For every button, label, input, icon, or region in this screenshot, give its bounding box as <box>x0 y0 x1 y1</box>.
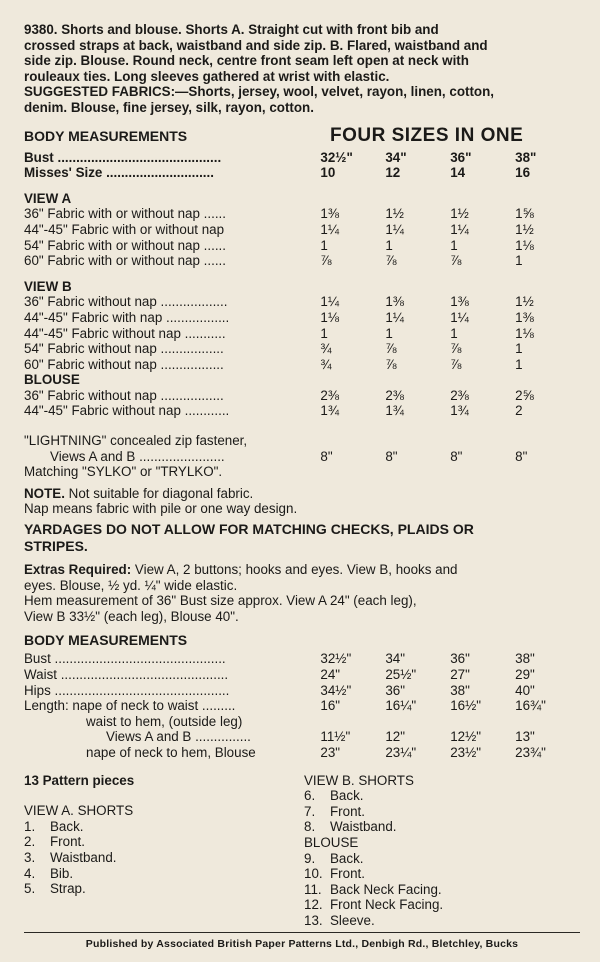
list-item: 8. Waistband. <box>304 819 397 835</box>
view-a-table <box>24 206 580 268</box>
yardage-warning: YARDAGES DO NOT ALLOW FOR MATCHING CHECKS, PLAIDS OR STRIPES. <box>24 521 474 555</box>
list-item: 4. Bib. <box>24 865 74 881</box>
body-measurements-table <box>24 651 580 760</box>
blouse-pieces-heading: BLOUSE <box>304 834 359 850</box>
publisher-footer: Published by Associated British Paper Patterns Ltd., Denbigh Rd., Bletchley, Bucks <box>85 938 519 950</box>
fabric-row: 54" Fabric with or without nap ...... 1 1 1 1⅛ <box>24 237 534 253</box>
size-chart-header <box>24 124 580 150</box>
pattern-pieces-count: 13 Pattern pieces <box>24 772 135 788</box>
blouse-table <box>24 388 580 419</box>
view-a-shorts-heading: VIEW A. SHORTS <box>24 803 134 819</box>
note-block: NOTE. Not suitable for diagonal fabric. Nap means fabric with pile or one way design. <box>24 485 298 517</box>
list-item: 6. Back. <box>304 788 364 804</box>
measurement-row: nape of neck to hem, Blouse 23" 23¼" 23½" 23¾" <box>86 744 546 760</box>
pattern-envelope-back <box>24 22 580 929</box>
measurement-row: Waist ............................................. 24" 25½" 27" 29" <box>24 667 535 682</box>
measurement-row: Hips ............................................... 34½" 36" 38" 40" <box>24 682 535 698</box>
description-line: rouleaux ties. Long sleeves gathered at wrist with elastic. <box>24 68 390 84</box>
pattern-pieces <box>24 773 580 929</box>
list-item: 1. Back. <box>24 818 84 834</box>
zip-row: Views A and B ....................... 8" 8" 8" 8" <box>50 448 528 464</box>
fabric-row: 44"-45" Fabric with or without nap 1¼ 1¼ 1¼ 1½ <box>24 221 534 237</box>
fabric-row: 54" Fabric without nap ................. ¾ ⅞ ⅞ 1 <box>24 341 523 357</box>
list-item: 10. Front. <box>304 866 365 882</box>
suggested-fabrics-line: SUGGESTED FABRICS:—Shorts, jersey, wool, velvet, rayon, linen, cotton, <box>24 84 494 100</box>
list-item: 2. Front. <box>24 834 85 850</box>
pattern-description <box>24 22 580 116</box>
blouse-heading: BLOUSE <box>24 372 80 388</box>
list-item: 13. Sleeve. <box>304 912 375 928</box>
description-line: 9380. Shorts and blouse. Shorts A. Straight cut with front bib and <box>24 22 439 37</box>
fabric-row: 44"-45" Fabric with nap ................. 1⅛ 1¼ 1¼ 1⅜ <box>24 309 534 325</box>
view-a-heading: VIEW A <box>24 190 72 206</box>
list-item: 11. Back Neck Facing. <box>304 881 442 897</box>
body-measurements-title: BODY MEASUREMENTS <box>24 127 188 144</box>
view-b-heading: VIEW B <box>24 278 72 294</box>
list-item: 5. Strap. <box>24 881 86 897</box>
measurement-row: Views A and B ............... 11½" 12" 12½" 13" <box>106 729 535 745</box>
fabric-row: 44"-45" Fabric without nap ........... 1 1 1 1⅛ <box>24 325 534 341</box>
fabric-row: 44"-45" Fabric without nap ............ 1¾ 1¾ 1¾ 2 <box>24 403 523 419</box>
extras-required: Extras Required: View A, 2 buttons; hooks and eyes. View B, hooks and eyes. Blouse, ½ yd. ¼" wide elastic. Hem measurement of 36" Bust size approx. View A 24" (each leg), View B 33½" (each leg), Blouse 40". <box>24 562 458 624</box>
view-b-table <box>24 294 580 372</box>
list-item: 9. Back. <box>304 850 364 866</box>
misses-size-row: Misses' Size ............................. 10 12 14 16 <box>24 165 531 181</box>
list-item: 12. Front Neck Facing. <box>304 897 444 913</box>
measurement-subrow: waist to hem, (outside leg) <box>86 713 243 729</box>
zip-requirements: "LIGHTNING" concealed zip fastener, Views A and B ....................... 8" 8" 8" 8" Matching "SYLKO" or "TRYLKO". <box>24 433 580 480</box>
bust-row: Bust ............................................ 32½" 34" 36" 38" <box>24 149 537 165</box>
fabric-row: 60" Fabric with or without nap ...... ⅞ ⅞ ⅞ 1 <box>24 253 523 269</box>
fabric-row: 36" Fabric without nap ................. 2⅜ 2⅜ 2⅜ 2⅝ <box>24 387 534 403</box>
body-measurements-header: BODY MEASUREMENTS <box>24 632 188 649</box>
description-line: crossed straps at back, waistband and side zip. B. Flared, waistband and <box>24 37 488 53</box>
four-sizes-title: FOUR SIZES IN ONE <box>330 124 524 146</box>
footer-divider <box>24 932 580 933</box>
measurement-row: Length: nape of neck to waist ......... 16" 16¼" 16½" 16¾" <box>24 698 546 714</box>
fabric-row: 60" Fabric without nap ................. ¾ ⅞ ⅞ 1 <box>24 356 523 372</box>
measurement-row: Bust .............................................. 32½" 34" 36" 38" <box>24 651 535 667</box>
fabric-row: 36" Fabric without nap .................. 1¼ 1⅜ 1⅜ 1½ <box>24 294 534 310</box>
list-item: 3. Waistband. <box>24 849 117 865</box>
description-line: side zip. Blouse. Round neck, centre front seam left open at neck with <box>24 53 469 69</box>
suggested-fabrics-line: denim. Blouse, fine jersey, silk, rayon, cotton. <box>24 99 314 115</box>
view-b-shorts-heading: VIEW B. SHORTS <box>304 772 414 788</box>
fabric-row: 36" Fabric with or without nap ...... 1⅜ 1½ 1½ 1⅝ <box>24 206 534 222</box>
list-item: 7. Front. <box>304 803 365 819</box>
